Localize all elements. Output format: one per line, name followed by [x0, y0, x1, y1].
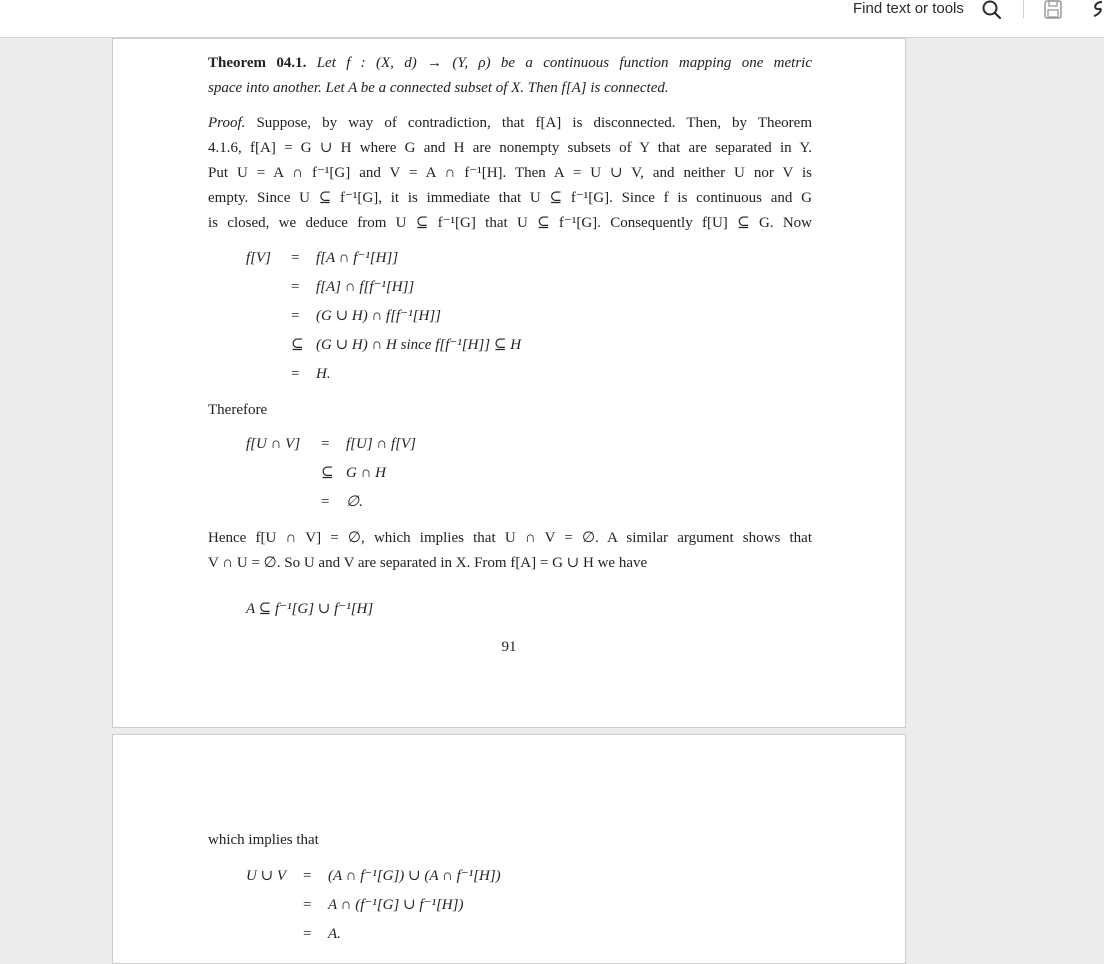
eq1-rhs-1: f[A ∩ f⁻¹[H]] [316, 250, 399, 266]
find-text-or-tools-label[interactable]: Find text or tools [853, 0, 964, 17]
eq1-rhs-3: (G ∪ H) ∩ f[f⁻¹[H]] [316, 308, 441, 324]
eq4-rhs-2: A ∩ (f⁻¹[G] ∪ f⁻¹[H]) [328, 897, 464, 913]
eq1-op-4: ⊆ [291, 337, 304, 353]
eq2-op-3: = [321, 494, 330, 510]
hence-line-1: Hence f[U ∩ V] = ∅, which implies that U ∩ V = ∅. A similar argument shows that [208, 530, 812, 546]
theorem-label: Theorem 04.1. [208, 55, 307, 71]
search-icon[interactable] [981, 0, 1003, 20]
theorem-line-2: space into another. Let A be a connected subset of X. Then f[A] is connected. [208, 80, 669, 96]
eq1-rhs-4: (G ∪ H) ∩ H since f[f⁻¹[H]] ⊆ H [316, 337, 522, 353]
eq1-op-5: = [291, 366, 300, 382]
eq1-op-3: = [291, 308, 300, 324]
eq1-rhs-2: f[A] ∩ f[f⁻¹[H]] [316, 279, 415, 295]
eq1-op-1: = [291, 250, 300, 266]
eq4-rhs-3: A. [328, 926, 341, 942]
proof-label: Proof. [208, 115, 246, 131]
eq4-rhs-1: (A ∩ f⁻¹[G]) ∪ (A ∩ f⁻¹[H]) [328, 868, 501, 884]
proof-line-5: is closed, we deduce from U ⊆ f⁻¹[G] that U ⊆ f⁻¹[G]. Consequently f[U] ⊆ G. Now [208, 215, 812, 231]
eq4-op-1: = [303, 868, 312, 884]
pdf-page-92 [112, 734, 906, 964]
therefore-text: Therefore [208, 402, 268, 418]
eq4-op-3: = [303, 926, 312, 942]
sign-icon[interactable] [1090, 0, 1104, 19]
eq4-lhs: U ∪ V [246, 868, 287, 884]
eq1-op-2: = [291, 279, 300, 295]
eq2-op-2: ⊆ [321, 465, 334, 481]
eq1-rhs-5: H. [316, 366, 331, 382]
page-number: 91 [501, 639, 517, 655]
eq2-lhs: f[U ∩ V] [246, 436, 301, 452]
pdf-page-91 [112, 38, 906, 728]
eq2-op-1: = [321, 436, 330, 452]
hence-line-2: V ∩ U = ∅. So U and V are separated in X. From f[A] = G ∪ H we have [208, 555, 648, 571]
eq2-rhs-3: ∅. [346, 494, 363, 510]
top-toolbar [0, 0, 1104, 38]
proof-line-3: Put U = A ∩ f⁻¹[G] and V = A ∩ f⁻¹[H]. Then A = U ∪ V, and neither U nor V is [208, 165, 812, 181]
save-icon[interactable] [1043, 0, 1063, 19]
eq3: A ⊆ f⁻¹[G] ∪ f⁻¹[H] [246, 601, 374, 617]
which-implies-text: which implies that [208, 832, 319, 848]
proof-line-1: Proof. Suppose, by way of contradiction, that f[A] is disconnected. Then, by Theorem [208, 115, 812, 131]
eq2-rhs-1: f[U] ∩ f[V] [346, 436, 417, 452]
proof-line-4: empty. Since U ⊆ f⁻¹[G], it is immediate that U ⊆ f⁻¹[G]. Since f is continuous and G [208, 190, 812, 206]
eq1-lhs: f[V] [246, 250, 272, 266]
theorem-line-1: Theorem 04.1. Let f : (X, d) → (Y, ρ) be a continuous function mapping one metric [208, 55, 813, 71]
eq2-rhs-2: G ∩ H [346, 465, 386, 481]
toolbar-divider [1023, 0, 1024, 18]
proof-line-2: 4.1.6, f[A] = G ∪ H where G and H are nonempty subsets of Y that are separated in Y. [208, 140, 812, 156]
eq4-op-2: = [303, 897, 312, 913]
